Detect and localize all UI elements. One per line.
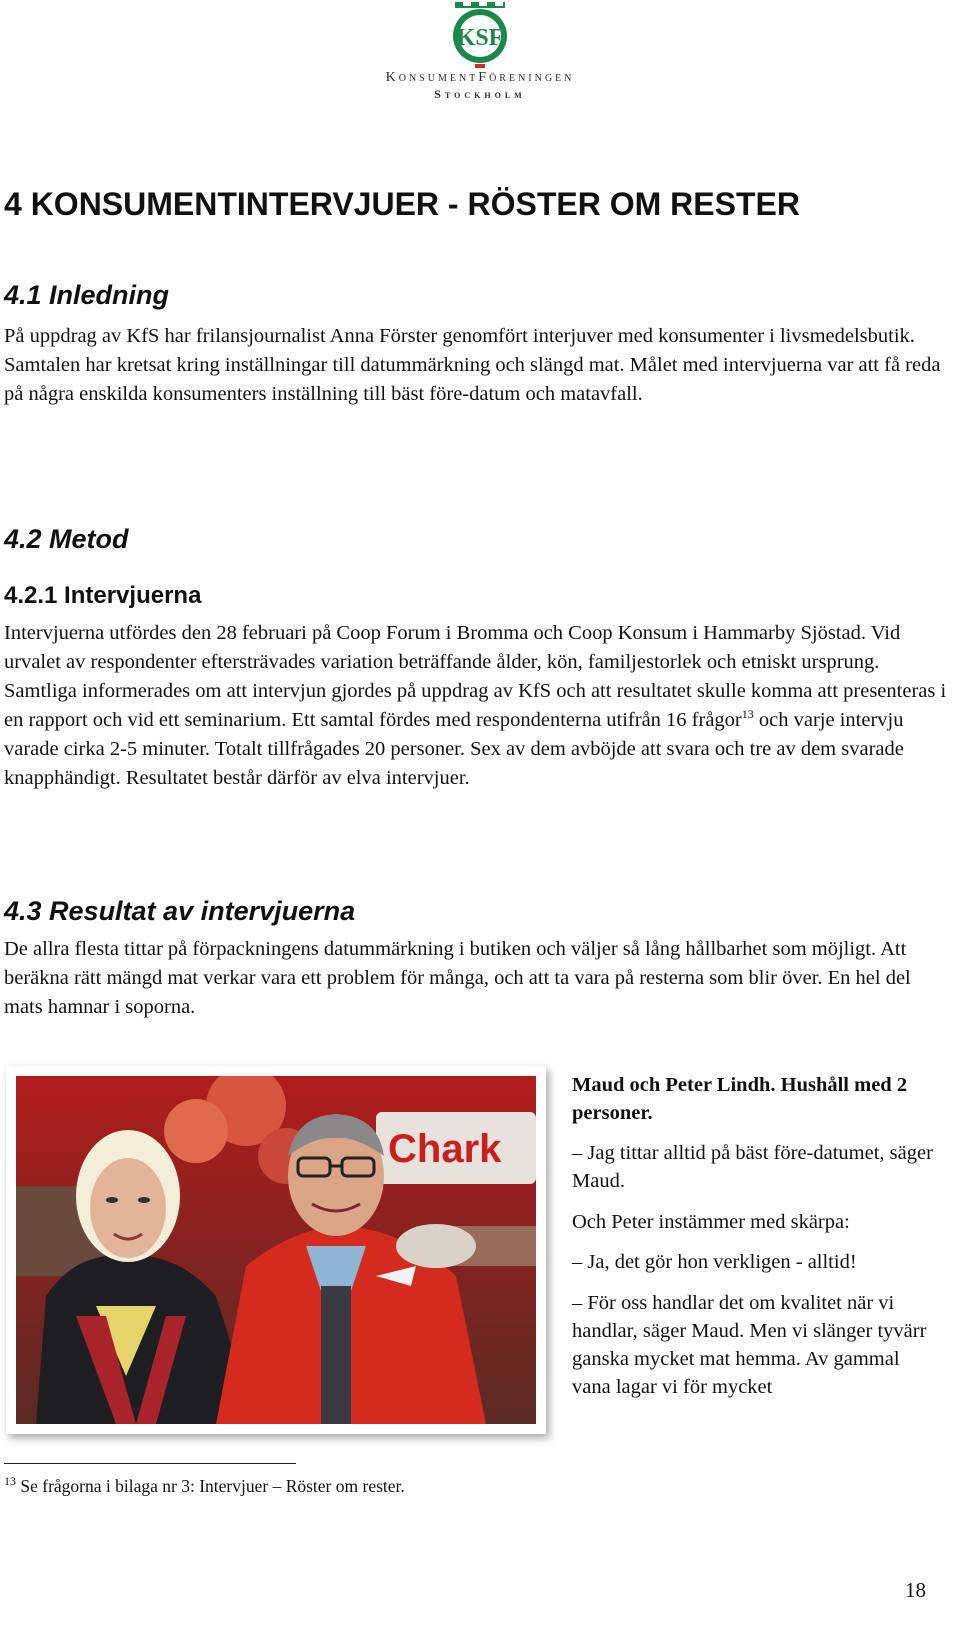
ksf-logo [350, 0, 610, 106]
section-heading-resultat: 4.3 Resultat av intervjuerna [4, 896, 356, 926]
metod-text-part-1: Intervjuerna utfördes den 28 februari på Coop Forum i Bromma och Coop Konsum i Hammarby Sjöstad. Vid urvalet av respondenter eftersträvades variation beträffande ålder, kön, familjestorlek och etniskt ursprung. Samtliga informerades om att intervjun gjordes på uppdrag av KfS och att resultatet skulle komma att presenteras i en rapport och vid ett seminarium. Ett samtal fördes med respondenterna utifrån 16 frågor [4, 622, 947, 731]
interview-paragraph-2: Och Peter instämmer med skärpa: [572, 1211, 850, 1233]
section-body-metod [4, 619, 949, 793]
section-heading-metod: 4.2 Metod [4, 524, 129, 554]
footnote-number: 13 [4, 1474, 16, 1489]
metod-text-part-2: och varje intervju varade cirka 2-5 minuter. Totalt tillfrågades 20 personer. Sex av dem avböjde att svara och tre av dem svarade knapphändigt. Resultatet består därför av elva intervjuer. [4, 709, 904, 789]
section-body-inledning: På uppdrag av KfS har frilansjournalist Anna Förster genomfört interjuver med konsumenter i livsmedelsbutik. Samtalen har kretsat kring inställningar till datummärkning och slängd mat. Målet med intervjuerna var att få reda på några enskilda konsumenters inställning till bäst före-datum och matavfall. [4, 325, 941, 405]
interview-title: Maud och Peter Lindh. Hushåll med 2 personer. [572, 1074, 908, 1124]
interview-photo [6, 1066, 546, 1434]
logo-line-2: Stockholm [434, 87, 526, 101]
couple-photo-image [16, 1076, 536, 1424]
section-heading-inledning: 4.1 Inledning [4, 280, 170, 310]
interview-paragraph-1: – Jag tittar alltid på bäst före-datumet, säger Maud. [572, 1142, 933, 1192]
ksf-crest-icon [447, 0, 513, 68]
subsection-heading-intervjuerna: 4.2.1 Intervjuerna [4, 582, 202, 609]
footnote-divider [4, 1463, 296, 1464]
interview-paragraph-3: – Ja, det gör hon verkligen - alltid! [572, 1251, 857, 1273]
chapter-heading: 4 KONSUMENTINTERVJUER - RÖSTER OM RESTER [4, 186, 800, 222]
page-number: 18 [905, 1578, 926, 1602]
footnote [4, 1476, 405, 1497]
logo-monogram: KSF [456, 25, 504, 51]
footnote-reference[interactable]: 13 [741, 707, 754, 722]
interview-paragraph-4: – För oss handlar det om kvalitet när vi handlar, säger Maud. Men vi slänger tyvärr ganska mycket mat hemma. Av gammal vana lagar vi för mycket [572, 1292, 927, 1398]
logo-line-1: KonsumentFöreningen [385, 70, 575, 85]
photo-sign-text: Chark [388, 1127, 502, 1171]
section-body-resultat: De allra flesta tittar på förpackningens datummärkning i butiken och väljer så lång hållbarhet som möjligt. Att beräkna rätt mängd mat verkar vara ett problem för många, och att ta vara på resterna som blir över. En hel del mats hamnar i soporna. [4, 938, 911, 1018]
footnote-text: Se frågorna i bilaga nr 3: Intervjuer – Röster om rester. [16, 1476, 405, 1496]
